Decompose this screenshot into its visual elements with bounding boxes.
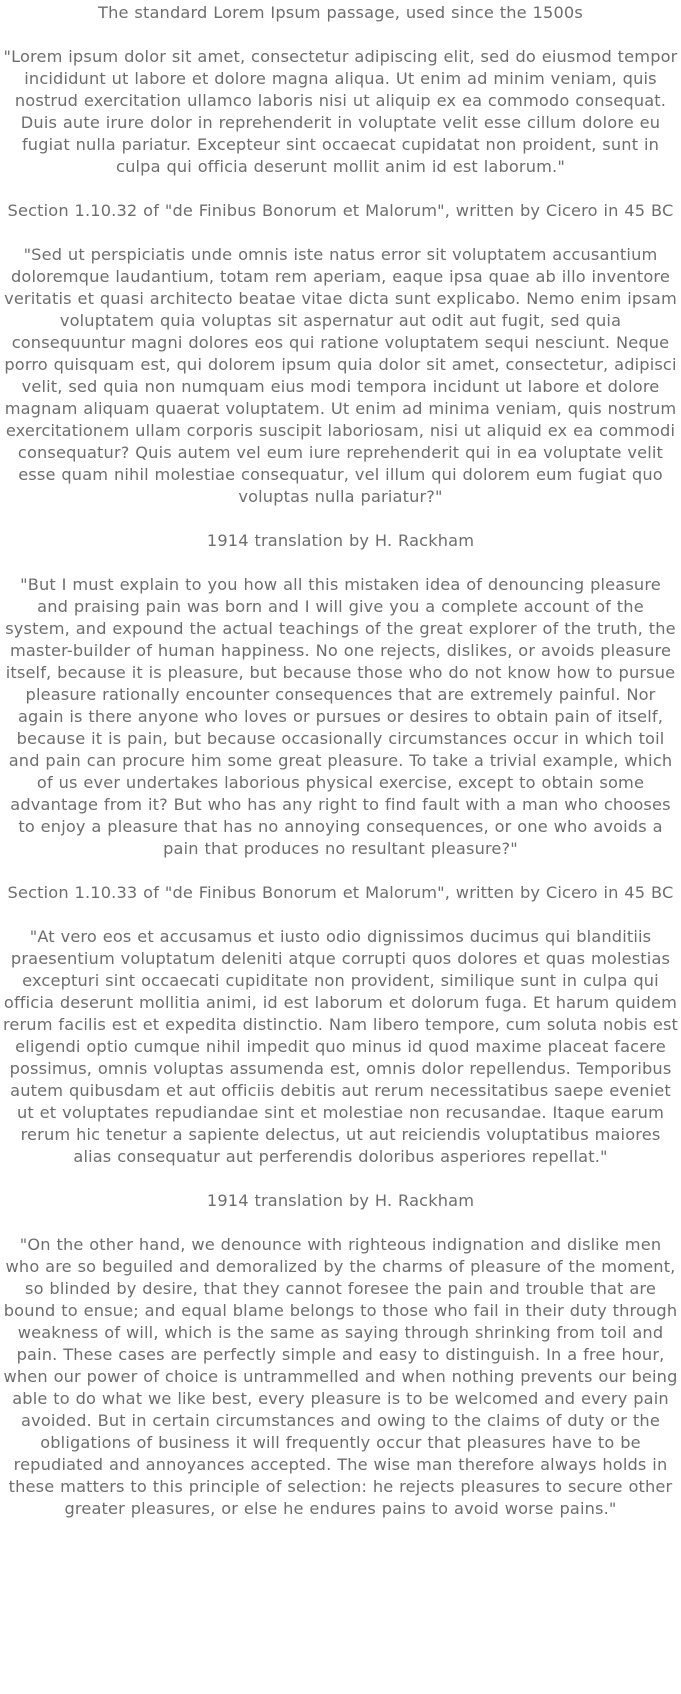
quote-but-i-must-explain: "But I must explain to you how all this mistaken idea of denouncing pleasure and praising pain was born and I will give you a complete account of the system, and expound the actual teachings of the great explorer of the truth, the master-builder of human happiness. No one rejects, dislikes, or avoids pleasure itself, because it is pleasure, but because those who do not know how to pursue pleasure rationally encounter consequences that are extremely painful. Nor again is there anyone who loves or pursues or desires to obtain pain of itself, because it is pain, but because occasionally circumstances occur in which toil and pain can procure him some great pleasure. To take a trivial example, which of us ever undertakes laborious physical exercise, except to obtain some advantage from it? But who has any right to find fault with a man who chooses to enjoy a pleasure that has no annoying consequences, or one who avoids a pain that produces no resultant pleasure?" (5, 575, 676, 858)
quote-lorem-ipsum: "Lorem ipsum dolor sit amet, consectetur adipiscing elit, sed do eiusmod tempor incididunt ut labore et dolore magna aliqua. Ut enim ad minim veniam, quis nostrud exercitation ullamco laboris nisi ut aliquip ex ea commodo consequat. Duis aute irure dolor in reprehenderit in voluptate velit esse cillum dolore eu fugiat nulla pariatur. Excepteur sint occaecat cupidatat non proident, sunt in culpa qui officia deserunt mollit anim id est laborum." (3, 47, 678, 176)
quote-at-vero-eos: "At vero eos et accusamus et iusto odio dignissimos ducimus qui blanditiis praesentium voluptatum deleniti atque corrupti quos dolores et quas molestias excepturi sint occaecati cupiditate non provident, similique sunt in culpa qui officia deserunt mollitia animi, id est laborum et dolorum fuga. Et harum quidem rerum facilis est et expedita distinctio. Nam libero tempore, cum soluta nobis est eligendi optio cumque nihil impedit quo minus id quod maxime placeat facere possimus, omnis voluptas assumenda est, omnis dolor repellendus. Temporibus autem quibusdam et aut officiis debitis aut rerum necessitatibus saepe eveniet ut et voluptates repudiandae sint et molestiae non recusandae. Itaque earum rerum hic tenetur a sapiente delectus, ut aut reiciendis voluptatibus maiores alias consequatur aut perferendis doloribus asperiores repellat." (2, 927, 679, 1166)
quote-sed-ut-perspiciatis: "Sed ut perspiciatis unde omnis iste natus error sit voluptatem accusantium doloremque laudantium, totam rem aperiam, eaque ipsa quae ab illo inventore veritatis et quasi architecto beatae vitae dicta sunt explicabo. Nemo enim ipsam voluptatem quia voluptas sit aspernatur aut odit aut fugit, sed quia consequuntur magni dolores eos qui ratione voluptatem sequi nesciunt. Neque porro quisquam est, qui dolorem ipsum quia dolor sit amet, consectetur, adipisci velit, sed quia non numquam eius modi tempora incidunt ut labore et dolore magnam aliquam quaerat voluptatem. Ut enim ad minima veniam, quis nostrum exercitationem ullam corporis suscipit laboriosam, nisi ut aliquid ex ea commodi consequatur? Quis autem vel eum iure reprehenderit qui in ea voluptate velit esse quam nihil molestiae consequatur, vel illum qui dolorem eum fugiat quo voluptas nulla pariatur?" (4, 245, 677, 506)
quote-on-the-other-hand: "On the other hand, we denounce with righteous indignation and dislike men who are so beguiled and demoralized by the charms of pleasure of the moment, so blinded by desire, that they cannot foresee the pain and trouble that are bound to ensue; and equal blame belongs to those who fail in their duty through weakness of will, which is the same as saying through shrinking from toil and pain. These cases are perfectly simple and easy to distinguish. In a free hour, when our power of choice is untrammelled and when nothing prevents our being able to do what we like best, every pleasure is to be welcomed and every pain avoided. But in certain circumstances and owing to the claims of duty or the obligations of business it will frequently occur that pleasures have to be repudiated and annoyances accepted. The wise man therefore always holds in these matters to this principle of selection: he rejects pleasures to secure other greater pleasures, or else he endures pains to avoid worse pains." (3, 1235, 678, 1518)
lorem-ipsum-document (0, 2, 681, 1520)
heading-section-1-10-33: Section 1.10.33 of "de Finibus Bonorum et Malorum", written by Cicero in 45 BC (7, 883, 674, 902)
heading-standard-passage: The standard Lorem Ipsum passage, used since the 1500s (98, 3, 583, 22)
heading-section-1-10-32: Section 1.10.32 of "de Finibus Bonorum et Malorum", written by Cicero in 45 BC (7, 201, 674, 220)
heading-translation-rackham-2: 1914 translation by H. Rackham (206, 1191, 475, 1210)
heading-translation-rackham-1: 1914 translation by H. Rackham (206, 531, 475, 550)
